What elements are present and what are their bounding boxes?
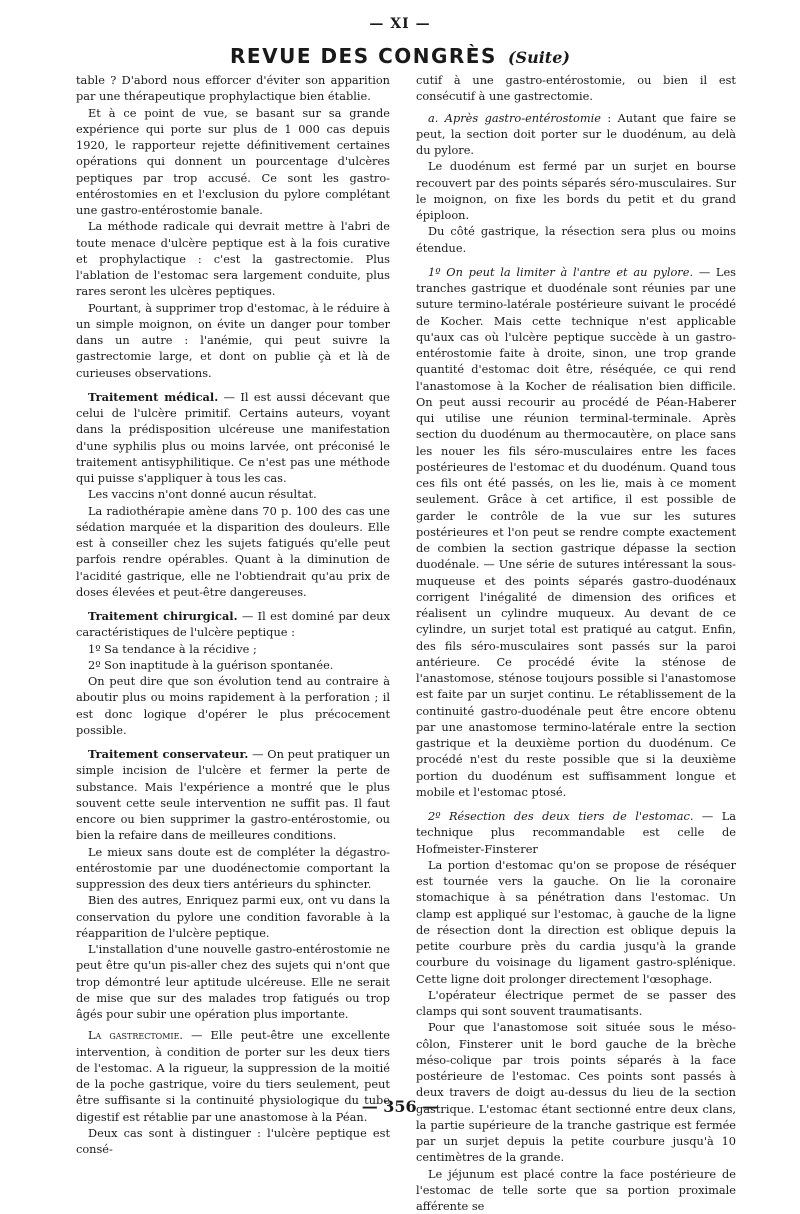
section-text: — On peut pratiquer un simple incision de l'ulcère et fermer la perte de substance. Mais l'expérience a montré que le plus souvent cette seule intervention ne suffit pas. Il faut encore ou bien supprimer la gastro-entérostomie, ou bien la refaire dans de meilleures conditions. [76, 747, 390, 842]
paragraph: Deux cas sont à distinguer : l'ulcère peptique est consé- [76, 1125, 390, 1158]
list-item: 2º Son inaptitude à la guérison spontanée. [76, 657, 390, 673]
section-label: 1º On peut la limiter à l'antre et au pylore. [428, 265, 693, 279]
page-header [0, 44, 800, 68]
section-label: 2º Résection des deux tiers de l'estomac. [428, 809, 693, 823]
paragraph: Le duodénum est fermé par un surjet en bourse recouvert par des points séparés séro-musculaires. Sur le moignon, on fixe les bords du petit et du grand épiploon. [416, 158, 736, 223]
section-text: — La technique plus recommandable est celle de Hofmeister-Finsterer [416, 809, 736, 856]
folio: — XI — [0, 16, 800, 32]
section-text: — Elle peut-être une excellente intervention, à condition de porter sur les deux tiers de l'estomac. A la rigueur, la suppression de la moitié de la poche gastrique, voire du tiers seulement, peut être suffisante si la continuité physiologique du tube digestif est rétablie par une anastomose à la Péan. [76, 1028, 390, 1123]
section-paragraph [76, 608, 390, 641]
section-paragraph [76, 389, 390, 487]
header-title: REVUE DES CONGRÈS [230, 44, 497, 68]
paragraph: Le jéjunum est placé contre la face postérieure de l'estomac de telle sorte que sa portion proximale afférente se [416, 1166, 736, 1214]
page-number: — 356 — [0, 1097, 800, 1116]
paragraph: Pourtant, à supprimer trop d'estomac, à le réduire à un simple moignon, on évite un danger pour tomber dans un autre : l'anémie, qui peut suivre la gastrectomie large, et dont on publie çà et là de curieuses observations. [76, 300, 390, 381]
section-paragraph [416, 808, 736, 857]
paragraph: Et à ce point de vue, se basant sur sa grande expérience qui porte sur plus de 1 000 cas depuis 1920, le rapporteur rejette définitivement certaines opérations qui donnent un pourcentage d'ulcères peptiques par trop accusé. Ce sont les gastro-entérostomies en et l'exclusion du pylore complétant une gastro-entérostomie banale. [76, 105, 390, 219]
section-text: — Il est dominé par deux caractéristiques de l'ulcère peptique : [76, 609, 390, 639]
paragraph: Les vaccins n'ont donné aucun résultat. [76, 486, 390, 502]
paragraph: L'opérateur électrique permet de se passer des clamps qui sont souvent traumatisants. [416, 987, 736, 1020]
section-title: Traitement médical. [88, 390, 218, 404]
header-suite: (Suite) [508, 48, 570, 67]
paragraph: La radiothérapie amène dans 70 p. 100 des cas une sédation marquée et la disparition des douleurs. Elle est à conseiller chez les sujets fatigués qu'elle peut parfois rendre opérables. Quant à la diminution de l'acidité gastrique, elle ne l'obtiendrait qu'au prix de doses élevées et peut-être dangereuses. [76, 503, 390, 601]
paragraph: Bien des autres, Enriquez parmi eux, ont vu dans la conservation du pylore une condition favorable à la réapparition de l'ulcère peptique. [76, 892, 390, 941]
section-label: a. Après gastro-entérostomie [428, 111, 601, 125]
section-title: Traitement chirurgical. [88, 609, 238, 623]
paragraph: On peut dire que son évolution tend au contraire à aboutir plus ou moins rapidement à la perforation ; il est donc logique d'opérer le plus précocement possible. [76, 673, 390, 738]
section-title: Traitement conservateur. [88, 747, 248, 761]
paragraph: La portion d'estomac qu'on se propose de réséquer est tournée vers la gauche. On lie la coronaire stomachique à sa pénétration dans l'estomac. Un clamp est appliqué sur l'estomac, à gauche de la ligne de résection dont la direction est oblique depuis la petite courbure près du cardia jusqu'à la grande courbure du voisinage du ligament gastro-splénique. Cette ligne doit prolonger directement l'œsophage. [416, 857, 736, 987]
paragraph: Du côté gastrique, la résection sera plus ou moins étendue. [416, 223, 736, 256]
list-item: 1º Sa tendance à la récidive ; [76, 641, 390, 657]
section-paragraph [76, 746, 390, 844]
section-paragraph [416, 264, 736, 800]
section-text: — Il est aussi décevant que celui de l'ulcère primitif. Certains auteurs, voyant dans la prédisposition ulcéreuse une manifestation d'une syphilis plus ou moins larvée, ont préconisé le traitement antisyphilitique. Ce n'est pas une méthode qui puisse s'appliquer à tous les cas. [76, 390, 390, 485]
paragraph: cutif à une gastro-entérostomie, ou bien il est consécutif à une gastrectomie. [416, 72, 736, 105]
paragraph: Le mieux sans doute est de compléter la dégastro-entérostomie par une duodénectomie comportant la suppression des deux tiers antérieurs du sphincter. [76, 844, 390, 893]
section-paragraph [416, 110, 736, 159]
paragraph: table ? D'abord nous efforcer d'éviter son apparition par une thérapeutique prophylactique bien établie. [76, 72, 390, 105]
section-text: — Les tranches gastrique et duodénale sont réunies par une suture termino-latérale postérieure suivant le procédé de Kocher. Mais cette technique n'est applicable qu'aux cas où l'ulcère peptique succède à un gastro-entérostomie faite à droite, sinon, une trop grande quantité d'estomac doit être, réséquée, ce qui rend l'anastomose à la Kocher de réalisation bien difficile. On peut aussi recourir au procédé de Péan-Haberer qui utilise une réunion terminal-terminale. Après section du duodénum au thermocautère, on place sans les nouer les fils séro-musculaires entre les faces postérieures de l'estomac et du duodénum. Quand tous ces fils ont été passés, on les lie, mais à ce moment seulement. Grâce à cet artifice, il est possible de garder le contrôle de la vue sur les sutures postérieures et l'on peut se rendre compte exactement de combien la section gastrique dépasse la section duodénale. — Une série de sutures intéressant la sous-muqueuse et des points séparés gastro-duodénaux corrigent l'inégalité de dimension des orifices et réalisent un cylindre muqueux. Au devant de ce cylindre, un surjet total est pratiqué au catgut. Enfin, des fils séro-musculaires sont passés sur la paroi antérieure. Ce procédé évite la sténose de l'anastomose, sténose toujours possible si l'anastomose est faite par un surjet continu. Le rétablissement de la continuité gastro-duodénale peut être encore obtenu par une anastomose termino-latérale entre la section gastrique et la deuxième portion du duodénum. Ce procédé n'est du reste possible que si la deuxième portion du duodénum est suffisamment longue et mobile et l'estomac ptosé. [416, 265, 736, 799]
paragraph: Pour que l'anastomose soit située sous le méso-côlon, Finsterer unit le bord gauche de la brèche méso-colique par trois points séparés à la face postérieure de l'estomac. Ces points sont passés à deux travers de doigt au-dessus du lieu de la section gastrique. L'estomac étant sectionné entre deux clans, la partie supérieure de la tranche gastrique est fermée par un surjet depuis la petite courbure jusqu'à 10 centimètres de la grande. [416, 1019, 736, 1165]
section-text: : Autant que faire se peut, la section doit porter sur le duodénum, au delà du pylore. [416, 111, 736, 158]
paragraph: La méthode radicale qui devrait mettre à l'abri de toute menace d'ulcère peptique est à la fois curative et prophylactique : c'est la gastrectomie. Plus l'ablation de l'estomac sera largement conduite, plus rares seront les ulcères peptiques. [76, 218, 390, 299]
left-column [76, 72, 390, 1157]
paragraph: L'installation d'une nouvelle gastro-entérostomie ne peut être qu'un pis-aller chez des sujets qui n'ont que trop démontré leur aptitude ulcéreuse. Elle ne serait de mise que sur des malades trop fatigués ou trop âgés pour subir une opération plus importante. [76, 941, 390, 1022]
section-title: La gastrectomie. [88, 1028, 183, 1042]
right-column [416, 72, 736, 1214]
